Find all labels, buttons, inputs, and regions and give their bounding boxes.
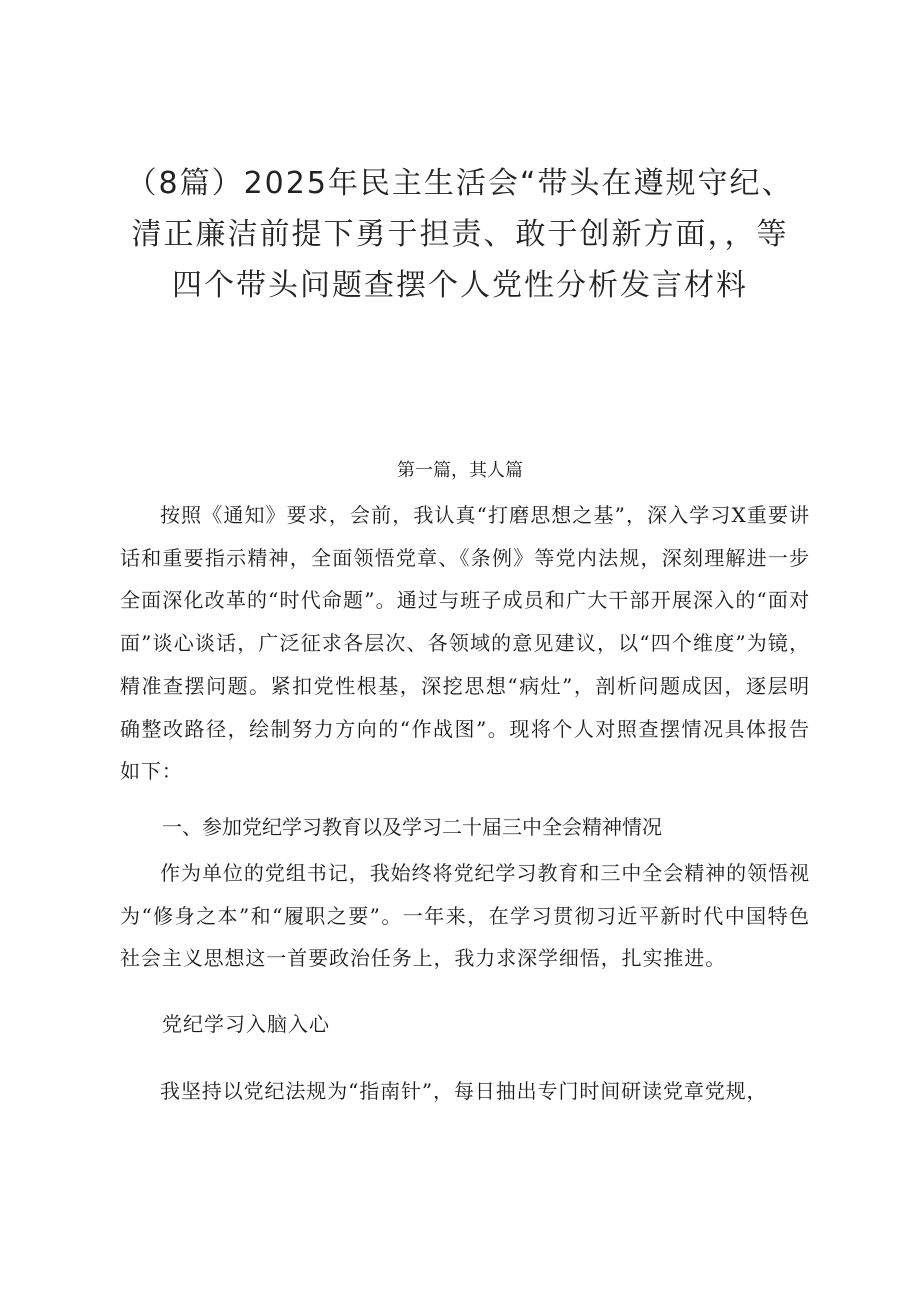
document-title: （8篇）2025年民主生活会“带头在遵规守纪、清正廉洁前提下勇于担责、敢于创新方面，，等四个带头问题查摆个人党性分析发言材料 (126, 166, 794, 303)
subsection-heading: 党纪学习入脑入心 (162, 1012, 330, 1036)
body-paragraph: 我坚持以党纪法规为“指南针”，每日抽出专门时间研读党章党规， (160, 1079, 768, 1103)
section-title: 第一篇，其人篇 (397, 460, 523, 481)
body-paragraph: 按照《通知》要求，会前，我认真“打磨思想之基”，深入学习X重要讲话和重要指示精神，全面领悟党章、《条例》等党内法规，深刻理解进一步全面深化改革的“时代命题”。通过与班子成员和广大干部开展深入的“面对面”谈心谈话，广泛征求各层次、各领域的意见建议，以“四个维度”为镜，精准查摆问题。紧扣党性根基，深挖思想“病灶”，剖析问题成因，逐层明确整改路径，绘制努力方向的“作战图”。现将个人对照查摆情况具体报告如下： (120, 503, 810, 784)
body-paragraph: 作为单位的党组书记，我始终将党纪学习教育和三中全会精神的领悟视为“修身之本”和“履职之要”。一年来，在学习贯彻习近平新时代中国特色社会主义思想这一首要政治任务上，我力求深学细悟，扎实推进。 (120, 861, 810, 971)
section-heading: 一、参加党纪学习教育以及学习二十届三中全会精神情况 (162, 815, 662, 839)
